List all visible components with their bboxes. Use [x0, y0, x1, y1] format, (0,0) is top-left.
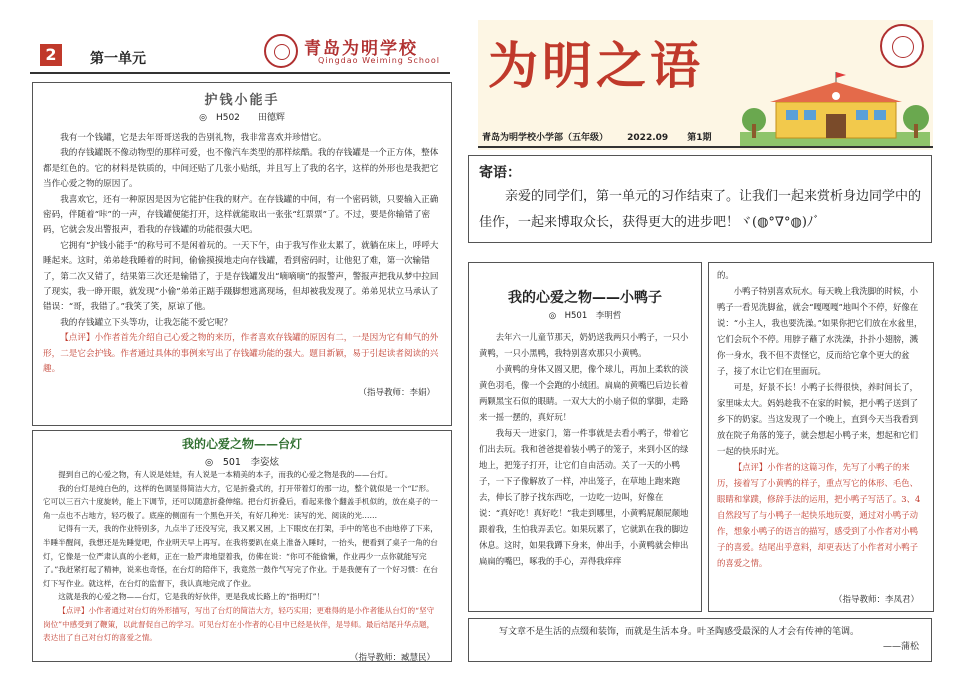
- teacher-credit: （指导教师：李娟）: [358, 387, 435, 398]
- paragraph: 我的台灯是纯白色的，这样的色调显得简洁大方，它是折叠式的，打开带着灯的那一边，整个就似是一个“L”形。它可以三百六十度旋转，能上下调节，还可以随意折叠伸缩。把台灯折叠后，看起来像个翻盖手机似的，放在桌子的一角一点也不占地方，轻巧极了。底座的侧面有一个黑色开关，有好几种光：读写的光、阅读的光……: [43, 483, 438, 520]
- paragraph: 我的存钱罐既不像动物型的那样可爱，也不像汽车类型的那样炫酷。我的存钱罐是一个正方体，整体都是红色的。它的材料是铁质的，中间还贴了几张小贴纸，并且写上了我的名字，这样的外形也是我把它当作心爱之物的原因了。: [43, 148, 439, 190]
- school-building-illustration-icon: [740, 72, 930, 148]
- paragraph: 我喜欢它，还有一种原因是因为它能护住我的财产。在存钱罐的中间，有一个密码锁，只要输入正确密码，伴随着“咔”的一声，存钱罐便能打开，这样就能取出一张张“红票票”了。不过，要是你输错了密码，它就会发出警报声，看我的存钱罐的功能很强大吧。: [43, 194, 439, 236]
- masthead-divider: [478, 146, 933, 148]
- school-logo-icon: [264, 34, 298, 68]
- article-title: 我的心爱之物——台灯: [181, 437, 302, 451]
- quote-attribution: ——蒲松: [882, 642, 919, 652]
- article-comment: 【点评】小作者通过对台灯的外形描写，写出了台灯的简洁大方，轻巧实用；更难得的是小作者能从台灯的“坚守岗位”中感受到了鞭策，以此督促自己的学习。可见台灯在小作者的心目中已经是伙伴，是导师。最后结尾升华点题，表达出了自己对台灯的喜爱之情。: [43, 605, 435, 643]
- quote-text: 写文章不是生活的点缀和装饰，而就是生活本身。叶圣陶感受最深的人才会有传神的笔调。: [499, 627, 860, 637]
- editor-message: [468, 155, 932, 243]
- masthead-subtitle: [482, 130, 728, 143]
- unit-title: 第一单元: [90, 51, 146, 67]
- teacher-credit: （指导教师：臧慧民）: [349, 652, 435, 663]
- page-number: 2: [40, 44, 62, 66]
- message-heading: 寄语：: [479, 165, 521, 181]
- school-name-en: Qingdao Weiming School: [318, 56, 440, 65]
- issue-number: 第1期: [687, 133, 712, 143]
- paragraph: 小鸭子特别喜欢玩水。每天晚上我洗脚的时候，小鸭子一看见洗脚盆，就会“嘎嘎嘎”地叫个不停，好像在说：“小主人，我也要洗澡。”如果你把它们放在水盆里，它们会玩个不停。用脖子蘸了水洗澡，扑扑小翅膀，溅你一身水，我不但不责怪它，反而给它拿个更大的盆子，接了水让它们在里面玩。: [717, 286, 923, 376]
- article-author: ◎ H502 田德辉: [199, 113, 285, 123]
- paragraph: 记得有一天，我的作业特别多，九点半了还没写完，我又累又困，上下眼皮在打架，手中的笔也不由地停了下来，半睡半醒间，我想还是先睡觉吧，作业明天早上再写。在我将要趴在桌上准备入睡时，一抬头，便看到了桌子一角的台灯，它像是一位严肃认真的小老师，正在一脸严肃地望着我，仿佛在说：“你可不能偷懒，作业再少一点你就能写完了。”我赶紧打起了精神，说来也奇怪，在台灯的陪伴下，我竟然一鼓作气写完了作业。于是我便有了一个好习惯：在台灯下写作业。就这样，在台灯的监督下，我认真地完成了作业。: [43, 524, 438, 588]
- quote-box: [468, 618, 932, 662]
- article-duckling: [468, 262, 702, 612]
- message-text: 亲爱的同学们，第一单元的习作结束了。让我们一起来赏析身边同学中的佳作，一起来博取众长，获得更大的进步吧！ヾ(◍°∇°◍)ﾉﾞ: [479, 189, 922, 230]
- school-name: 青岛为明学校: [304, 39, 418, 59]
- issue-date: 2022.09: [627, 133, 669, 143]
- paragraph: 这就是我的心爱之物——台灯，它是我的好伙伴，更是我成长路上的“指明灯”！: [58, 592, 325, 602]
- article-title: 护钱小能手: [204, 93, 280, 108]
- school-logo-icon: [880, 24, 924, 68]
- paragraph: 去年六一儿童节那天，奶奶送我两只小鸭子，一只小黄鸭，一只小黑鸭，我特别喜欢那只小黄鸭。: [479, 332, 689, 358]
- article-duckling-continued: [708, 262, 934, 612]
- header-divider: [30, 72, 450, 74]
- paragraph: 我的存钱罐立下头等功，让我怎能不爱它呢？: [60, 317, 233, 328]
- article-title: 我的心爱之物——小鸭子: [508, 290, 662, 306]
- paragraph: 我有一个钱罐，它是去年哥哥送我的告别礼物，我非常喜欢并珍惜它。: [60, 133, 327, 143]
- article-desk-lamp: [32, 430, 452, 662]
- paragraph: 它拥有“护钱小能手”的称号可不是闲着玩的。一天下午，由于我写作业太累了，就躺在床上，呼呼大睡起来。这时，弟弟趁我睡着的时间，偷偷摸摸地走向存钱罐，看到密码时，让他犯了难，第一次输错了，第二次又错了，结果第三次还是输错了，于是存钱罐发出“嘀嘀嘀”的报警声，警报声把我从梦中拉回了现实，我一睁开眼，就发现“小偷”弟弟正踮手蹑脚想逃离现场，但却被我发现了。弟弟见状立马承认了错误：“哥，我错了。”我笑了笑，原谅了他。: [43, 240, 439, 313]
- publisher: 青岛为明学校小学部（五年级）: [482, 133, 609, 143]
- paragraph: 可是，好景不长！小鸭子长得很快，养时间长了，家里味太大。妈妈趁我不在家的时候，把小鸭子送到了乡下的奶家。当这发现了一个晚上，直到今天当我看到放在院子角落的笼子，就会想起小鸭子来，想起和它们一起的快乐时光。: [717, 382, 919, 456]
- paragraph: 小黄鸭的身体又圆又肥，像个球儿，再加上柔软的淡黄色羽毛，像一个会跑的小绒团。扁扁的黄嘴巴后边长着两颗黑宝石似的眼睛。一双大大的小扇子似的掌脚，走路来一摇一摆的，真好玩！: [479, 364, 689, 422]
- paragraph: 的。: [717, 270, 734, 280]
- masthead-title: 为明之语: [488, 37, 704, 95]
- paragraph: 我每天一进家门，第一件事就是去看小鸭子，带着它们出去玩。我和爸爸提着装小鸭子的笼子，来到小区的绿地上，把笼子打开，让它们自由活动。关了一天的小鸭子，一下子像解放了一样，冲出笼子，在草地上跑来跑去，伸长了脖子找东西吃，一边吃一边叫，好像在说：“真好吃！真好吃！”我走到哪里，小黄鸭屁颠屁颠地跟着我，生怕我弄丢它。如果玩累了，它就趴在我的脚边休息。这时，如果我蹲下身来，伸出手，小黄鸭就会伸出扁扁的嘴巴，啄我的手心，弄得我痒痒: [479, 428, 689, 566]
- article-piggy-bank: [32, 82, 452, 426]
- article-comment: 【点评】小作者的这篇习作，先写了小鸭子的来历，接着写了小黄鸭的样子，重点写它的体形、毛色、眼睛和掌蹼，修辞手法的运用，把小鸭子写活了。3、4自然段写了与小鸭子一起快乐地玩耍，通过对小鸭子动作，想象小鸭子的语言的描写，感受到了小作者对小鸭子的喜爱。结尾出乎意料，却更表达了小作者对小鸭子的喜爱之情。: [717, 462, 921, 568]
- article-author: ◎ H501 李明哲: [548, 311, 622, 321]
- article-author: ◎ 501 李姿炫: [205, 457, 279, 468]
- article-comment: 【点评】小作者首先介绍自己心爱之物的来历，作者喜欢存钱罐的原因有二，一是因为它有帅气的外形，二是它会护钱。作者通过具体的事例来写出了存钱罐功能的强大。题目新颖，易于引起读者阅读的兴趣。: [43, 333, 439, 375]
- paragraph: 提到自己的心爱之物，有人说是娃娃，有人说是一本精美的本子，而我的心爱之物是我的——台灯。: [58, 470, 393, 479]
- teacher-credit: （指导教师：李凤君）: [833, 595, 919, 605]
